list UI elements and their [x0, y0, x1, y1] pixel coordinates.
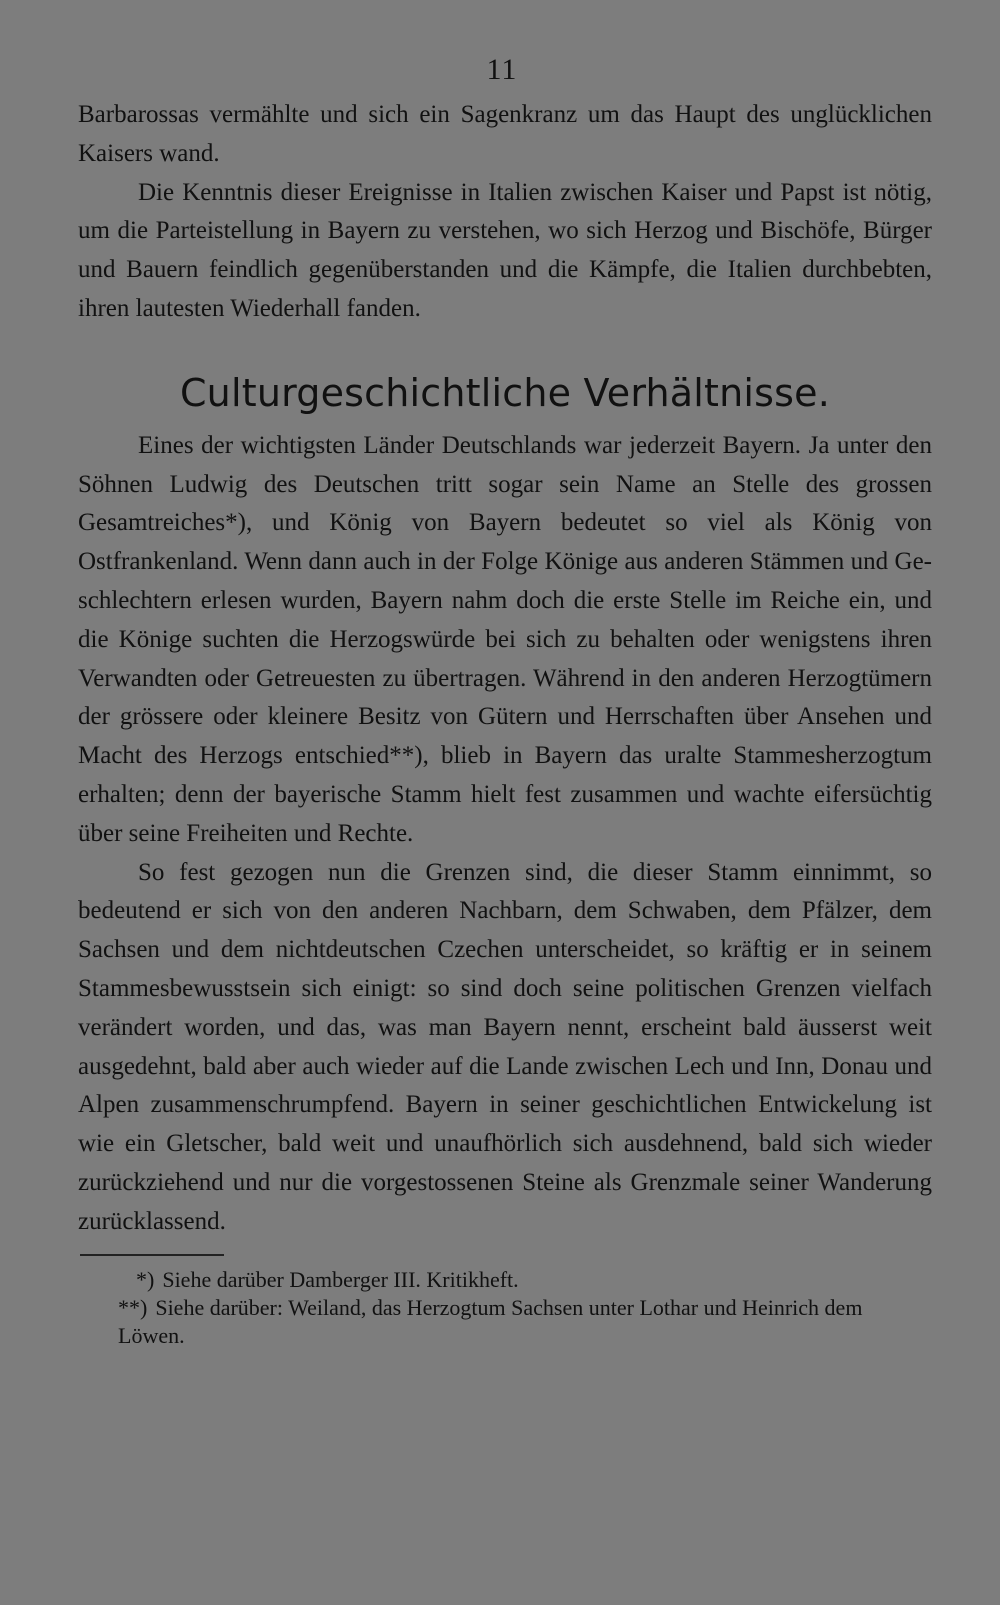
- footnote-1-text: Siehe darüber Damberger III. Kritikheft.: [162, 1266, 519, 1292]
- footnote-2: [78, 1294, 932, 1350]
- page-number: 11: [486, 53, 518, 86]
- paragraph-1: Barbarossas vermählte und sich ein Sagenkranz um das Haupt des unglücklichen Kaisers wand.: [78, 101, 932, 167]
- footnote-1: [78, 1266, 932, 1294]
- paragraph-4: So fest gezogen nun die Grenzen sind, die dieser Stamm einnimmt, so bedeutend er sich von den anderen Nachbarn, dem Schwaben, dem Pfälzer, dem Sachsen und dem nichtdeutschen Czechen unterscheidet, so kräftig er in seinem Stammesbewusstsein sich einigt: so sind doch seine politischen Grenzen vielfach verändert worden, und das, was man Bayern nennt, erscheint bald äusserst weit ausgedehnt, bald aber auch wieder auf die Lande zwischen Lech und Inn, Donau und Alpen zusammenschrumpfend. Bayern in seiner geschichtlichen Entwickelung ist wie ein Gletscher, bald weit und unaufhörlich sich ausdehnend, bald sich wieder zurückziehend und nur die vorgestossenen Steine als Grenzmale seiner Wanderung zurücklassend.: [78, 858, 932, 1235]
- section-heading: Culturgeschichtliche Verhältnisse.: [179, 370, 831, 415]
- body-text: [78, 96, 932, 1242]
- footnotes: [78, 1266, 932, 1350]
- footnote-2-marker: **): [118, 1294, 148, 1320]
- footnote-2-text: Siehe darüber: Weiland, das Herzogtum Sachsen unter Lothar und Heinrich dem Löwen.: [118, 1294, 863, 1348]
- footnote-divider: [80, 1254, 224, 1256]
- footnote-1-marker: *): [136, 1266, 155, 1292]
- paragraph-3: Eines der wichtigsten Länder Deutschlands war jederzeit Bayern. Ja unter den Söhnen Ludwig des Deutschen tritt sogar sein Name an Stelle des grossen Gesamtreiches*), und König von Bayern bedeutet so viel als König von Ostfrankenland. Wenn dann auch in der Folge Könige aus anderen Stämmen und Geschlechtern erlesen wurden, Bayern nahm doch die erste Stelle im Reiche ein, und die Könige suchten die Herzogswürde bei sich zu behalten oder wenigstens ihren Verwandten oder Getreuesten zu übertragen. Während in den anderen Herzogtümern der grössere oder kleinere Besitz von Gütern und Herrschaften über Ansehen und Macht des Herzogs entschied**), blieb in Bayern das uralte Stammesherzogtum erhalten; denn der bayerische Stamm hielt fest zusammen und wachte eifersüchtig über seine Freiheiten und Rechte.: [78, 431, 932, 847]
- paragraph-2: Die Kenntnis dieser Ereignisse in Italien zwischen Kaiser und Papst ist nötig, um die Parteistellung in Bayern zu verstehen, wo sich Herzog und Bischöfe, Bürger und Bauern feindlich gegenüberstanden und die Kämpfe, die Italien durchbebten, ihren lautesten Wiederhall fanden.: [78, 178, 932, 322]
